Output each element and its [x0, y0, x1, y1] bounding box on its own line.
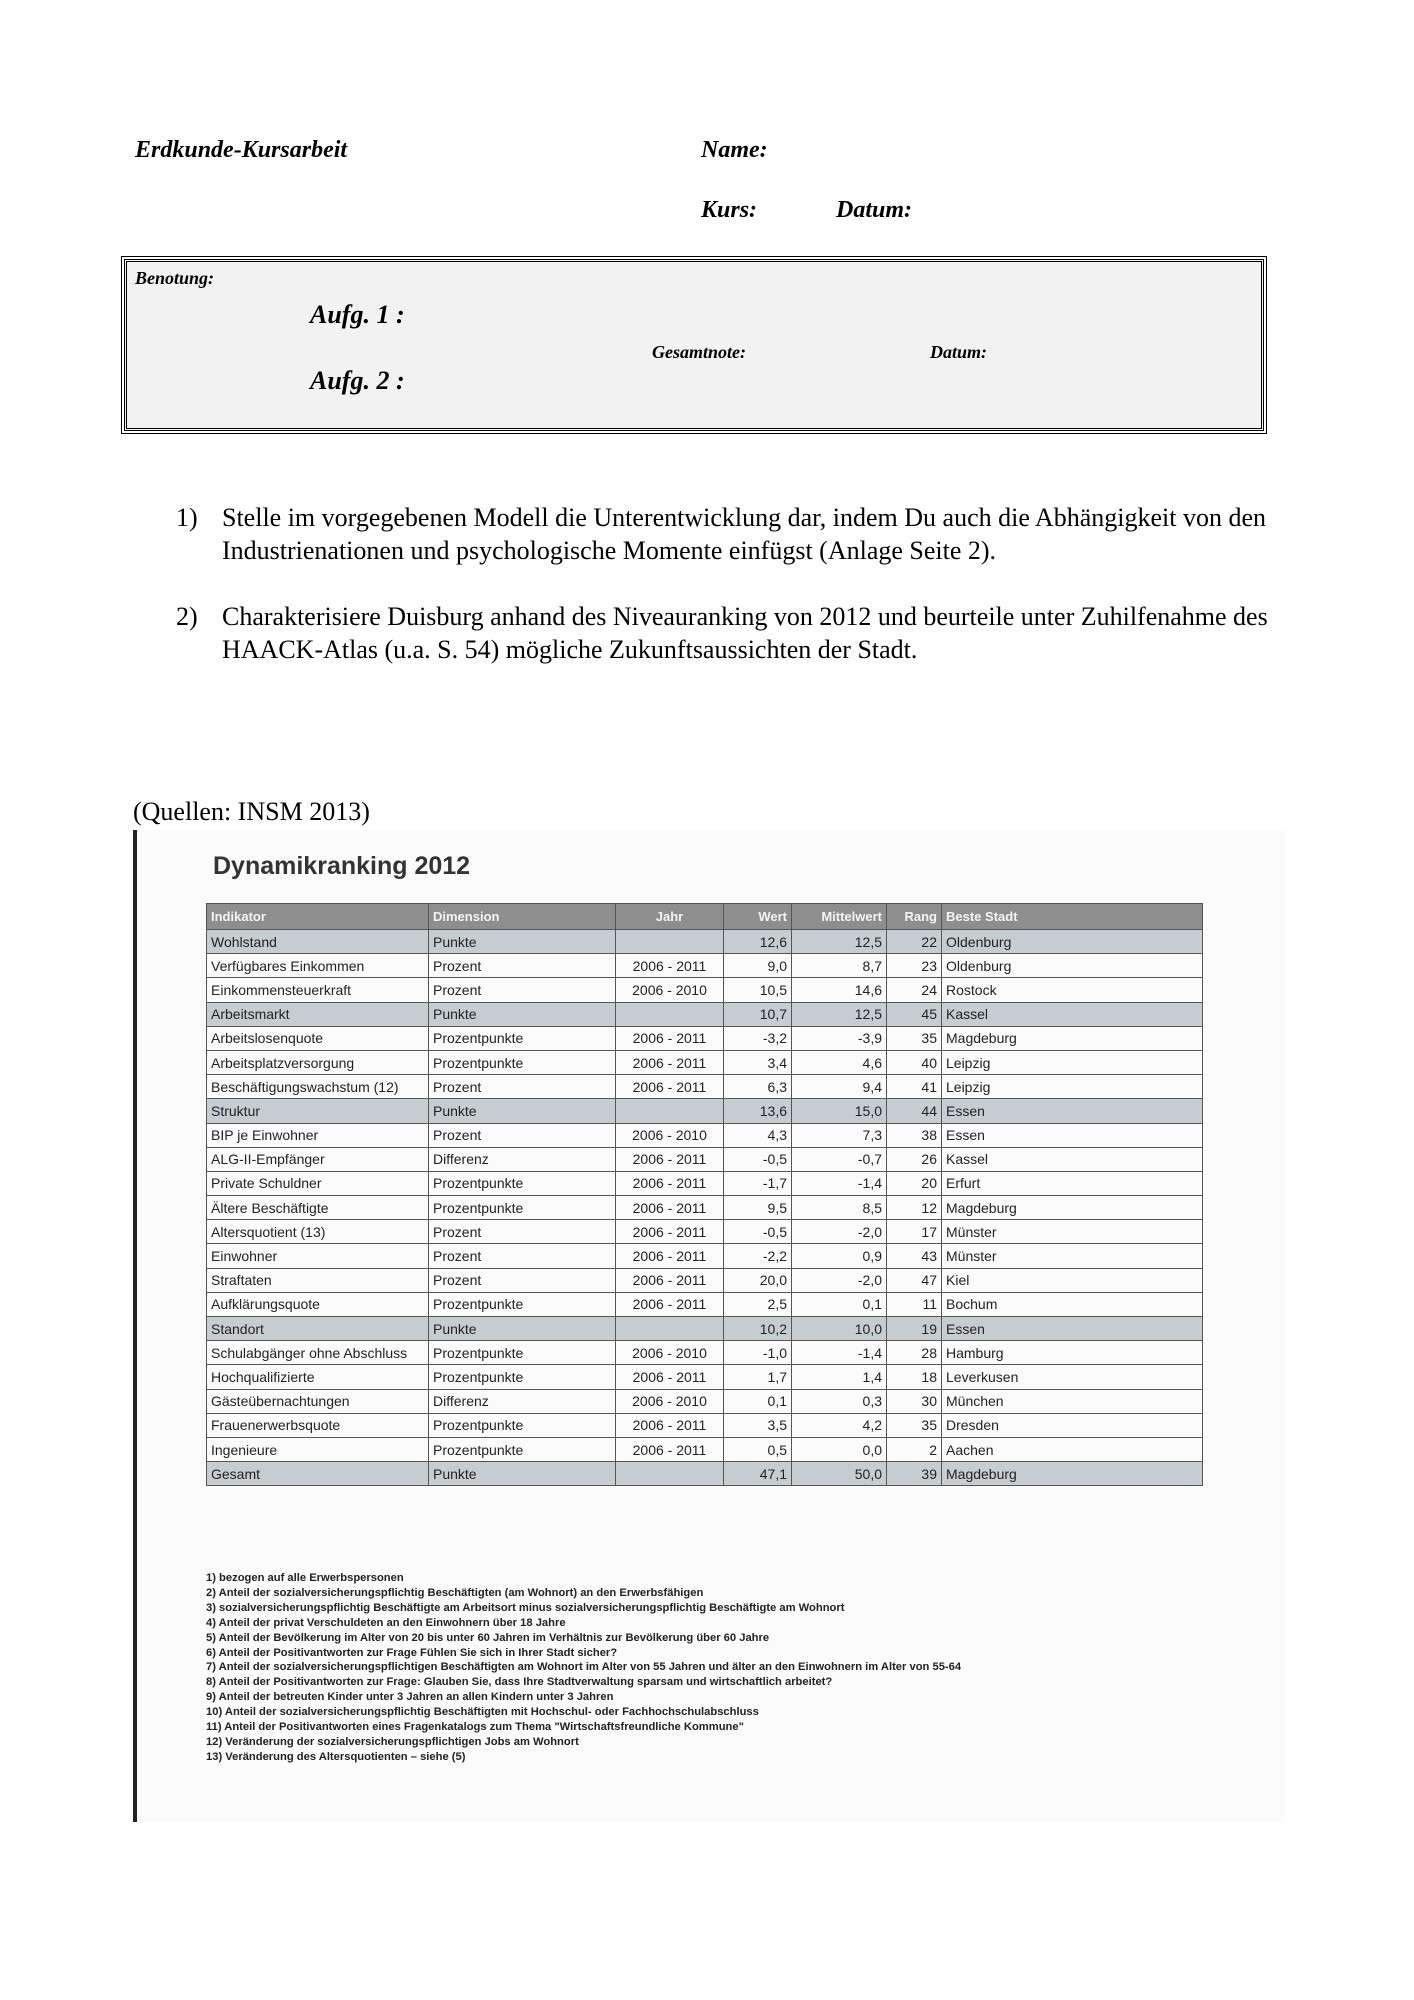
table-row: [207, 1026, 1203, 1050]
cell-stadt: Leverkusen: [942, 1365, 1203, 1389]
cell-mw: 8,7: [792, 954, 887, 978]
task-1-number: 1): [176, 503, 198, 532]
cell-mw: -3,9: [792, 1026, 887, 1050]
cell-wert: 10,7: [724, 1002, 792, 1026]
col-header: Dimension: [429, 904, 616, 930]
cell-jahr: 2006 - 2011: [616, 1147, 724, 1171]
cell-wert: -0,5: [724, 1220, 792, 1244]
cell-stadt: Essen: [942, 1099, 1203, 1123]
cell-dim: Punkte: [429, 1099, 616, 1123]
cell-rang: 24: [887, 978, 942, 1002]
cell-wert: 13,6: [724, 1099, 792, 1123]
cell-jahr: [616, 1002, 724, 1026]
cell-mw: 4,2: [792, 1413, 887, 1437]
cell-jahr: 2006 - 2010: [616, 1389, 724, 1413]
cell-wert: 2,5: [724, 1292, 792, 1316]
cell-rang: 35: [887, 1026, 942, 1050]
ranking-title: Dynamikranking 2012: [213, 852, 471, 880]
cell-ind: Aufklärungsquote: [207, 1292, 429, 1316]
table-row: [207, 1002, 1203, 1026]
cell-stadt: Leipzig: [942, 1075, 1203, 1099]
cell-mw: 15,0: [792, 1099, 887, 1123]
cell-wert: 12,6: [724, 930, 792, 954]
aufg2-label: Aufg. 2 :: [310, 366, 405, 395]
cell-mw: 50,0: [792, 1462, 887, 1486]
cell-rang: 23: [887, 954, 942, 978]
table-row: [207, 1099, 1203, 1123]
cell-wert: 0,5: [724, 1437, 792, 1461]
cell-mw: 0,9: [792, 1244, 887, 1268]
cell-dim: Prozent: [429, 1123, 616, 1147]
col-header: Rang: [887, 904, 942, 930]
cell-rang: 38: [887, 1123, 942, 1147]
cell-jahr: [616, 1099, 724, 1123]
table-row: [207, 1268, 1203, 1292]
cell-jahr: 2006 - 2011: [616, 1075, 724, 1099]
cell-dim: Prozent: [429, 1268, 616, 1292]
cell-jahr: 2006 - 2011: [616, 1365, 724, 1389]
cell-mw: 12,5: [792, 1002, 887, 1026]
cell-mw: -1,4: [792, 1341, 887, 1365]
cell-wert: -1,7: [724, 1171, 792, 1195]
table-row: [207, 1365, 1203, 1389]
ranking-table: [206, 903, 1203, 1486]
cell-stadt: Dresden: [942, 1413, 1203, 1437]
cell-ind: Frauenerwerbsquote: [207, 1413, 429, 1437]
cell-ind: Schulabgänger ohne Abschluss: [207, 1341, 429, 1365]
cell-dim: Prozentpunkte: [429, 1050, 616, 1074]
cell-dim: Prozent: [429, 1075, 616, 1099]
cell-stadt: München: [942, 1389, 1203, 1413]
cell-ind: Beschäftigungswachstum (12): [207, 1075, 429, 1099]
cell-jahr: [616, 1462, 724, 1486]
cell-mw: 10,0: [792, 1317, 887, 1341]
footnote: 7) Anteil der sozialversicherungspflichtigen Beschäftigten am Wohnort im Alter von 55 Jahren und älter an den Einwohnern im Alter von 55-64: [206, 1661, 962, 1674]
cell-stadt: Essen: [942, 1123, 1203, 1147]
cell-wert: 4,3: [724, 1123, 792, 1147]
cell-dim: Punkte: [429, 1002, 616, 1026]
cell-ind: Einkommensteuerkraft: [207, 978, 429, 1002]
cell-jahr: 2006 - 2011: [616, 1050, 724, 1074]
cell-jahr: 2006 - 2011: [616, 954, 724, 978]
cell-wert: -0,5: [724, 1147, 792, 1171]
table-row: [207, 1147, 1203, 1171]
table-row: [207, 1220, 1203, 1244]
kurs-label: Kurs:: [701, 197, 758, 223]
exam-title: Erdkunde-Kursarbeit: [135, 137, 348, 163]
cell-mw: -2,0: [792, 1268, 887, 1292]
cell-ind: ALG-II-Empfänger: [207, 1147, 429, 1171]
cell-wert: 3,5: [724, 1413, 792, 1437]
source-label: (Quellen: INSM 2013): [133, 797, 370, 826]
footnote: 13) Veränderung des Altersquotienten – siehe (5): [206, 1750, 466, 1763]
cell-mw: -2,0: [792, 1220, 887, 1244]
cell-mw: 12,5: [792, 930, 887, 954]
cell-mw: 14,6: [792, 978, 887, 1002]
cell-rang: 45: [887, 1002, 942, 1026]
cell-rang: 43: [887, 1244, 942, 1268]
cell-jahr: 2006 - 2011: [616, 1171, 724, 1195]
footnote: 2) Anteil der sozialversicherungspflichtig Beschäftigten (am Wohnort) an den Erwerbsfähigen: [206, 1586, 704, 1599]
cell-wert: -2,2: [724, 1244, 792, 1268]
cell-dim: Prozentpunkte: [429, 1196, 616, 1220]
cell-wert: 9,5: [724, 1196, 792, 1220]
table-row: [207, 1462, 1203, 1486]
table-row: [207, 1389, 1203, 1413]
cell-ind: Ingenieure: [207, 1437, 429, 1461]
cell-rang: 39: [887, 1462, 942, 1486]
cell-stadt: Magdeburg: [942, 1026, 1203, 1050]
cell-ind: Ältere Beschäftigte: [207, 1196, 429, 1220]
cell-wert: -3,2: [724, 1026, 792, 1050]
cell-dim: Prozentpunkte: [429, 1413, 616, 1437]
cell-wert: 6,3: [724, 1075, 792, 1099]
footnote: 3) sozialversicherungspflichtig Beschäftigte am Arbeitsort minus sozialversicherungspflichtig Beschäftigte am Wohnort: [206, 1601, 845, 1614]
cell-dim: Prozentpunkte: [429, 1292, 616, 1316]
cell-stadt: Hamburg: [942, 1341, 1203, 1365]
table-row: [207, 930, 1203, 954]
cell-dim: Differenz: [429, 1389, 616, 1413]
cell-ind: Verfügbares Einkommen: [207, 954, 429, 978]
footnote: 10) Anteil der sozialversicherungspflichtig Beschäftigten mit Hochschul- oder Fachhochschulabschluss: [206, 1706, 759, 1719]
name-label: Name:: [701, 137, 768, 163]
table-row: [207, 1292, 1203, 1316]
table-row: [207, 1341, 1203, 1365]
cell-rang: 41: [887, 1075, 942, 1099]
task-2: [176, 600, 1296, 666]
cell-jahr: 2006 - 2010: [616, 1123, 724, 1147]
cell-mw: -1,4: [792, 1171, 887, 1195]
cell-rang: 20: [887, 1171, 942, 1195]
table-row: [207, 954, 1203, 978]
cell-stadt: Kassel: [942, 1002, 1203, 1026]
cell-ind: Arbeitslosenquote: [207, 1026, 429, 1050]
cell-rang: 47: [887, 1268, 942, 1292]
cell-ind: Straftaten: [207, 1268, 429, 1292]
footnote: 6) Anteil der Positivantworten zur Frage Fühlen Sie sich in Ihrer Stadt sicher?: [206, 1646, 618, 1659]
table-row: [207, 1413, 1203, 1437]
footnote: 4) Anteil der privat Verschuldeten an den Einwohnern über 18 Jahre: [206, 1616, 566, 1629]
cell-wert: -1,0: [724, 1341, 792, 1365]
cell-jahr: 2006 - 2011: [616, 1244, 724, 1268]
cell-jahr: 2006 - 2010: [616, 978, 724, 1002]
cell-dim: Prozent: [429, 1244, 616, 1268]
cell-wert: 0,1: [724, 1389, 792, 1413]
cell-ind: Arbeitsmarkt: [207, 1002, 429, 1026]
cell-dim: Prozentpunkte: [429, 1171, 616, 1195]
cell-stadt: Rostock: [942, 978, 1203, 1002]
cell-stadt: Bochum: [942, 1292, 1203, 1316]
grading-box: [124, 259, 1264, 431]
cell-wert: 20,0: [724, 1268, 792, 1292]
table-row: [207, 1123, 1203, 1147]
cell-jahr: 2006 - 2011: [616, 1437, 724, 1461]
cell-wert: 1,7: [724, 1365, 792, 1389]
cell-jahr: 2006 - 2011: [616, 1292, 724, 1316]
cell-mw: 0,3: [792, 1389, 887, 1413]
cell-stadt: Münster: [942, 1244, 1203, 1268]
cell-jahr: 2006 - 2010: [616, 1341, 724, 1365]
task-1-text: Stelle im vorgegebenen Modell die Unterentwicklung dar, indem Du auch die Abhängigkeit von den Industrienationen und psychologische Momente einfügst (Anlage Seite 2).: [222, 503, 1266, 565]
cell-dim: Prozentpunkte: [429, 1341, 616, 1365]
cell-mw: 0,0: [792, 1437, 887, 1461]
cell-dim: Prozentpunkte: [429, 1437, 616, 1461]
cell-dim: Prozentpunkte: [429, 1365, 616, 1389]
table-row: [207, 1437, 1203, 1461]
cell-rang: 17: [887, 1220, 942, 1244]
cell-stadt: Erfurt: [942, 1171, 1203, 1195]
cell-jahr: 2006 - 2011: [616, 1196, 724, 1220]
table-row: [207, 1050, 1203, 1074]
cell-stadt: Magdeburg: [942, 1196, 1203, 1220]
cell-mw: 8,5: [792, 1196, 887, 1220]
cell-wert: 10,5: [724, 978, 792, 1002]
aufg1-label: Aufg. 1 :: [310, 300, 405, 329]
cell-jahr: [616, 1317, 724, 1341]
cell-dim: Punkte: [429, 1317, 616, 1341]
cell-stadt: Kiel: [942, 1268, 1203, 1292]
cell-stadt: Essen: [942, 1317, 1203, 1341]
cell-dim: Differenz: [429, 1147, 616, 1171]
task-2-number: 2): [176, 602, 198, 631]
footnote: 11) Anteil der Positivantworten eines Fragenkatalogs zum Thema "Wirtschaftsfreundliche Kommune": [206, 1721, 744, 1734]
cell-jahr: 2006 - 2011: [616, 1268, 724, 1292]
cell-rang: 28: [887, 1341, 942, 1365]
gesamtnote-label: Gesamtnote:: [652, 342, 746, 362]
cell-stadt: Oldenburg: [942, 930, 1203, 954]
cell-mw: 4,6: [792, 1050, 887, 1074]
cell-rang: 30: [887, 1389, 942, 1413]
cell-dim: Punkte: [429, 1462, 616, 1486]
table-row: [207, 978, 1203, 1002]
table-row: [207, 1196, 1203, 1220]
table-row: [207, 1075, 1203, 1099]
cell-rang: 11: [887, 1292, 942, 1316]
cell-wert: 9,0: [724, 954, 792, 978]
cell-wert: 47,1: [724, 1462, 792, 1486]
task-1: [176, 501, 1296, 567]
cell-ind: BIP je Einwohner: [207, 1123, 429, 1147]
cell-wert: 3,4: [724, 1050, 792, 1074]
cell-jahr: 2006 - 2011: [616, 1413, 724, 1437]
footnote: 8) Anteil der Positivantworten zur Frage: Glauben Sie, dass Ihre Stadtverwaltung sparsam und wirtschaftlich arbeitet?: [206, 1676, 833, 1689]
ranking-header-row: [207, 904, 1203, 930]
cell-ind: Altersquotient (13): [207, 1220, 429, 1244]
cell-ind: Gästeübernachtungen: [207, 1389, 429, 1413]
col-header: Jahr: [616, 904, 724, 930]
cell-stadt: Aachen: [942, 1437, 1203, 1461]
benotung-label: Benotung:: [135, 268, 215, 288]
cell-rang: 35: [887, 1413, 942, 1437]
cell-ind: Struktur: [207, 1099, 429, 1123]
cell-rang: 19: [887, 1317, 942, 1341]
col-header: Wert: [724, 904, 792, 930]
cell-mw: 7,3: [792, 1123, 887, 1147]
cell-ind: Standort: [207, 1317, 429, 1341]
col-header: Mittelwert: [792, 904, 887, 930]
cell-rang: 2: [887, 1437, 942, 1461]
cell-ind: Private Schuldner: [207, 1171, 429, 1195]
footnote: 12) Veränderung der sozialversicherungspflichtigen Jobs am Wohnort: [206, 1735, 579, 1748]
grading-datum-label: Datum:: [930, 342, 988, 362]
cell-rang: 44: [887, 1099, 942, 1123]
cell-rang: 18: [887, 1365, 942, 1389]
datum-label: Datum:: [836, 197, 913, 223]
cell-jahr: 2006 - 2011: [616, 1026, 724, 1050]
cell-rang: 40: [887, 1050, 942, 1074]
cell-dim: Prozent: [429, 954, 616, 978]
cell-stadt: Magdeburg: [942, 1462, 1203, 1486]
cell-mw: 1,4: [792, 1365, 887, 1389]
cell-ind: Hochqualifizierte: [207, 1365, 429, 1389]
footnote: 9) Anteil der betreuten Kinder unter 3 Jahren an allen Kindern unter 3 Jahren: [206, 1691, 614, 1704]
table-row: [207, 1171, 1203, 1195]
cell-mw: 0,1: [792, 1292, 887, 1316]
cell-ind: Einwohner: [207, 1244, 429, 1268]
footnote: 1) bezogen auf alle Erwerbspersonen: [206, 1572, 404, 1584]
cell-jahr: 2006 - 2011: [616, 1220, 724, 1244]
table-row: [207, 1317, 1203, 1341]
cell-ind: Gesamt: [207, 1462, 429, 1486]
cell-mw: 9,4: [792, 1075, 887, 1099]
cell-rang: 22: [887, 930, 942, 954]
col-header: Beste Stadt: [942, 904, 1203, 930]
footnotes: [206, 1571, 1166, 1765]
footnote: 5) Anteil der Bevölkerung im Alter von 20 bis unter 60 Jahren im Verhältnis zur Bevölkerung über 60 Jahre: [206, 1631, 770, 1644]
scan-edge: [133, 830, 137, 1822]
cell-stadt: Münster: [942, 1220, 1203, 1244]
task-2-text: Charakterisiere Duisburg anhand des Niveauranking von 2012 und beurteile unter Zuhilfenahme des HAACK-Atlas (u.a. S. 54) mögliche Zukunftsaussichten der Stadt.: [222, 602, 1268, 664]
cell-rang: 12: [887, 1196, 942, 1220]
cell-dim: Prozent: [429, 1220, 616, 1244]
cell-ind: Arbeitsplatzversorgung: [207, 1050, 429, 1074]
cell-stadt: Oldenburg: [942, 954, 1203, 978]
cell-dim: Punkte: [429, 930, 616, 954]
cell-ind: Wohlstand: [207, 930, 429, 954]
cell-dim: Prozent: [429, 978, 616, 1002]
cell-mw: -0,7: [792, 1147, 887, 1171]
cell-jahr: [616, 930, 724, 954]
cell-stadt: Leipzig: [942, 1050, 1203, 1074]
col-header: Indikator: [207, 904, 429, 930]
cell-wert: 10,2: [724, 1317, 792, 1341]
table-row: [207, 1244, 1203, 1268]
cell-stadt: Kassel: [942, 1147, 1203, 1171]
cell-dim: Prozentpunkte: [429, 1026, 616, 1050]
cell-rang: 26: [887, 1147, 942, 1171]
